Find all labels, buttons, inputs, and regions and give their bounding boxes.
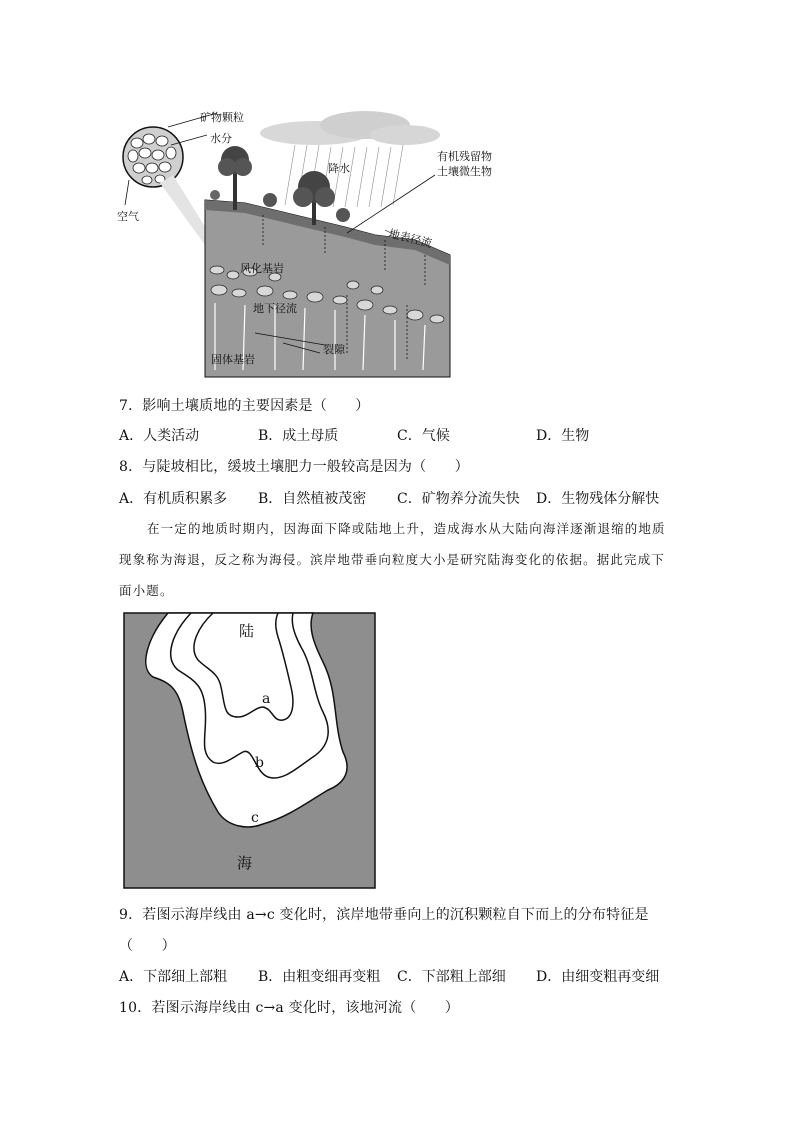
label-sea: 海 [237, 854, 253, 872]
q9-option-d[interactable]: D．由细变粗再变细 [536, 969, 660, 985]
question-9-stem: 9．若图示海岸线由 a→c 变化时，滨岸地带垂向上的沉积颗粒自下而上的分布特征是 [119, 907, 649, 923]
label-water: 水分 [210, 132, 232, 145]
soil-profile-svg [115, 105, 515, 380]
q9-option-b[interactable]: B．由粗变细再变粗 [258, 969, 381, 985]
label-surface-runoff: 地表径流 [387, 226, 434, 251]
label-line-c: c [251, 810, 259, 826]
rain-cloud [260, 111, 440, 207]
label-organic-residue: 有机残留物 [437, 150, 492, 163]
label-line-a: a [262, 691, 271, 707]
label-land: 陆 [239, 622, 255, 640]
q8-option-a[interactable]: A．有机质积累多 [119, 491, 228, 507]
label-precipitation: 降水 [328, 162, 350, 175]
passage-text: 在一定的地质时期内，因海面下降或陆地上升，造成海水从大陆向海洋逐渐退缩的地质现象称为海退，反之称为海侵。滨岸地带垂向粒度大小是研究陆海变化的依据。据此完成下面小题。 [119, 521, 666, 598]
label-solid-bedrock: 固体基岩 [211, 353, 255, 366]
q8-option-b[interactable]: B．自然植被茂密 [258, 491, 367, 507]
label-groundwater-runoff: 地下径流 [253, 302, 297, 315]
q7-option-c[interactable]: C．气候 [397, 428, 450, 444]
question-8-stem: 8．与陡坡相比，缓坡土壤肥力一般较高是因为（ ） [119, 459, 469, 475]
question-7-stem: 7．影响土壤质地的主要因素是（ ） [119, 398, 370, 414]
label-line-b: b [255, 755, 264, 771]
q7-option-b[interactable]: B．成土母质 [258, 428, 339, 444]
label-soil-microbes: 土壤微生物 [437, 165, 492, 178]
question-10-stem: 10．若图示海岸线由 c→a 变化时，该地河流（ ） [119, 1000, 460, 1016]
coastline-map-figure [123, 612, 377, 890]
q9-option-c[interactable]: C．下部粗上部细 [397, 969, 506, 985]
q7-option-a[interactable]: A．人类活动 [119, 428, 200, 444]
question-8-options [119, 488, 659, 508]
coastline-map-svg [123, 612, 377, 890]
label-mineral-particles: 矿物颗粒 [200, 111, 244, 124]
soil-particle-magnifier [123, 113, 217, 245]
q7-option-d[interactable]: D．生物 [536, 428, 590, 444]
q8-option-c[interactable]: C．矿物养分流失快 [397, 491, 520, 507]
q9-option-a[interactable]: A．下部细上部粗 [119, 969, 228, 985]
label-air: 空气 [117, 210, 139, 223]
label-fissure: 裂隙 [323, 343, 345, 356]
label-weathered-bedrock: 风化基岩 [240, 262, 284, 275]
question-9-paren: （ ） [119, 938, 176, 954]
q8-option-d[interactable]: D．生物残体分解快 [536, 491, 660, 507]
question-9-options [119, 966, 659, 986]
soil-profile-figure [115, 105, 515, 380]
question-7-options [119, 425, 589, 445]
